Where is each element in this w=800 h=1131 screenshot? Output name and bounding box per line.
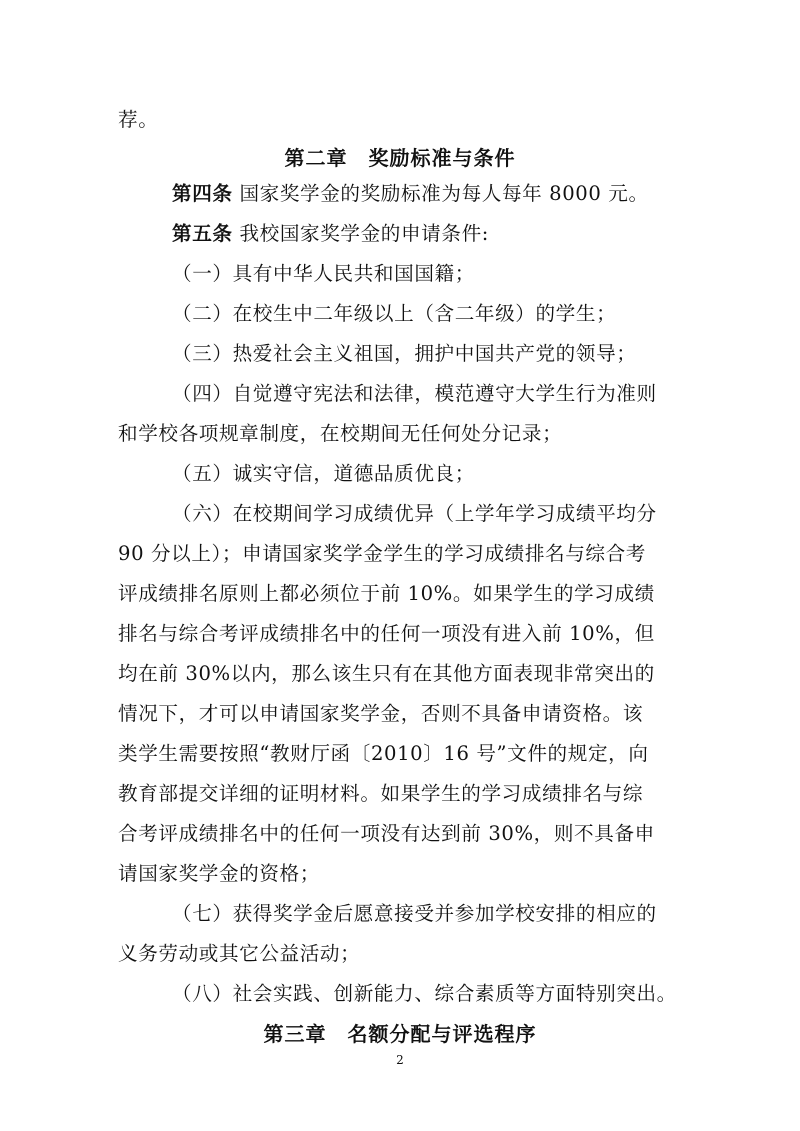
condition-item-4-line-2: 和学校各项规章制度，在校期间无任何处分记录； (118, 422, 563, 445)
condition-item-6-line-3: 评成绩排名原则上都必须位于前 10%。如果学生的学习成绩 (118, 582, 655, 605)
condition-item-5: （五）诚实守信，道德品质优良； (172, 462, 475, 485)
condition-item-7-line-1: （七）获得奖学金后愿意接受并参加学校安排的相应的 (172, 902, 657, 925)
article-5-text: 我校国家奖学金的申请条件: (239, 222, 489, 245)
condition-item-3: （三）热爱社会主义祖国，拥护中国共产党的领导； (172, 342, 637, 365)
condition-item-6-line-9: 合考评成绩排名中的任何一项没有达到前 30%，则不具备申 (118, 822, 655, 845)
article-4 (172, 174, 688, 214)
condition-item-7-line-2: 义务劳动或其它公益活动； (118, 942, 361, 965)
condition-item-4-line-1: （四）自觉遵守宪法和法律，模范遵守大学生行为准则 (172, 382, 657, 405)
condition-item-6-line-2: 90 分以上）；申请国家奖学金学生的学习成绩排名与综合考 (118, 542, 647, 565)
page-number: 2 (396, 1053, 404, 1067)
condition-item-6-line-1: （六）在校期间学习成绩优异（上学年学习成绩平均分 (172, 502, 657, 525)
condition-item-6-line-5: 均在前 30%以内，那么该生只有在其他方面表现非常突出的 (118, 662, 655, 685)
chapter-3-heading: 第三章 名额分配与评选程序 (263, 1022, 537, 1046)
condition-item-6-line-10: 请国家奖学金的资格； (118, 862, 320, 885)
condition-item-1: （一）具有中华人民共和国国籍； (172, 262, 475, 285)
paragraph-continuation: 荐。 (118, 108, 159, 131)
condition-item-6-line-7: 类学生需要按照“教财厅函〔2010〕16 号”文件的规定，向 (118, 742, 649, 765)
article-4-label: 第四条 (172, 182, 233, 205)
article-5-label: 第五条 (172, 222, 233, 245)
condition-item-8: （八）社会实践、创新能力、综合素质等方面特别突出。 (172, 982, 677, 1005)
condition-item-2: （二）在校生中二年级以上（含二年级）的学生； (172, 302, 617, 325)
condition-item-6-line-8: 教育部提交详细的证明材料。如果学生的学习成绩排名与综 (118, 782, 644, 805)
chapter-2-heading: 第二章 奖励标准与条件 (284, 146, 516, 170)
condition-item-6-line-6: 情况下，才可以申请国家奖学金，否则不具备申请资格。该 (118, 702, 644, 725)
article-5 (172, 214, 688, 254)
condition-item-6-line-4: 排名与综合考评成绩排名中的任何一项没有进入前 10%，但 (118, 622, 655, 645)
article-4-text: 国家奖学金的奖励标准为每人每年 8000 元。 (239, 182, 649, 205)
